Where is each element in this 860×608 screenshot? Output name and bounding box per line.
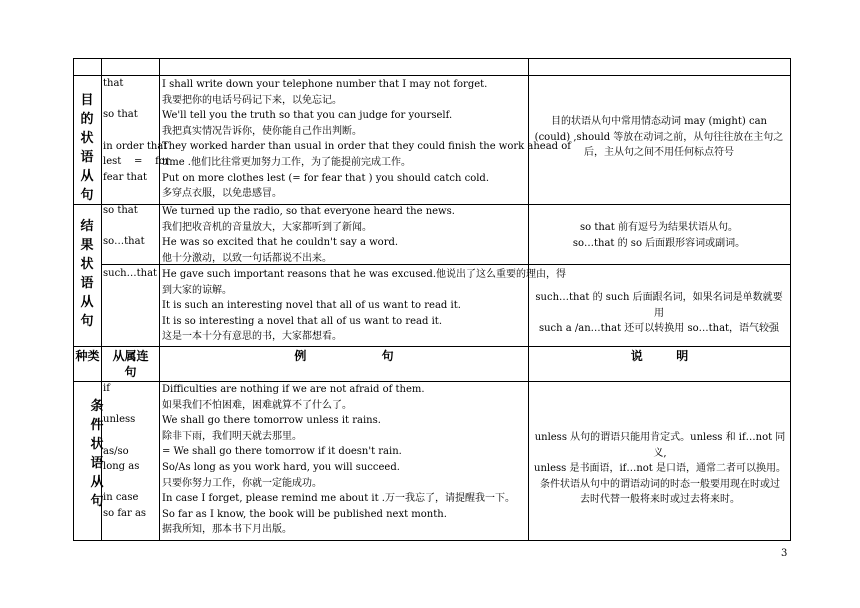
note-line: 条件状语从句中的谓语动词的时态一般要用现在时或过 [540,478,780,490]
conjunction-label: unless [103,414,136,425]
example-line: It is so interesting a novel that all of us want to read it. [162,315,442,327]
note-line: 目的状语从句中常用情态动词 may (might) can [551,116,767,127]
conjunction-label: fear that [103,172,147,183]
header-kind: 种类 [75,349,100,363]
example-line: 到大家的谅解。 [162,284,232,296]
category-char: 结 [80,219,94,234]
conjunction-label: that [103,78,124,89]
note-line: so that 前有逗号为结果状语从句。 [580,222,738,233]
category-char: 从 [80,295,94,310]
examples-condition [162,382,515,538]
conjunction-label: so far as [103,508,147,519]
category-purpose [78,91,96,205]
example-line: 他十分激动，以致一句话都说不出来。 [162,252,332,264]
category-char: 件 [90,418,104,433]
header-conj-line1: 从属连 [112,349,149,363]
conjunction-label: in order that [103,141,168,152]
conjunction-label: if [103,383,110,394]
examples-purpose [162,77,571,202]
example-line: 据我所知，那本书下月出版。 [162,524,292,536]
conjunction-label: so that [103,109,138,120]
category-char: 语 [80,150,94,165]
note-line: 后，主从句之间不用任何标点符号 [584,147,734,159]
example-line: We'll tell you the truth so that you can judge for yourself. [162,110,453,122]
category-char: 句 [80,314,94,329]
category-char: 句 [90,494,104,509]
category-char: 状 [80,257,94,272]
example-line: It is such an interesting novel that all of us want to read it. [162,300,461,312]
conjunction-label: long as [103,461,140,472]
example-line: We shall go there tomorrow unless it rains. [162,415,381,427]
category-char: 状 [90,437,104,452]
example-line: He was so excited that he couldn't say a word. [162,237,399,249]
rule-purpose-top [73,75,790,76]
note-result-b [531,290,787,337]
example-line: 我们把收音机的音量放大，大家都听到了新闻。 [162,221,372,233]
rule-header-top [73,346,790,347]
conjunction-label: in case [103,492,139,503]
rule-col2 [159,58,160,541]
conjunction-label: such…that [103,268,158,279]
examples-result-a [162,204,455,266]
category-char: 句 [80,188,94,203]
category-char: 语 [90,456,104,471]
conjunction-label: so that [103,205,138,216]
conjunction-label: as/so [103,446,129,457]
example-line: 这是一本十分有意思的书，大家都想看。 [162,331,342,343]
conjunction-label: lest = for [103,156,170,167]
note-line: 去时代替一般将来时或过去将来时。 [580,494,740,506]
example-line: Difficulties are nothing if we are not afraid of them. [162,384,425,395]
category-result [78,217,96,331]
note-condition [529,430,791,508]
note-line: (could) ,should 等放在动词之前，从句往往放在主句之 [534,131,784,143]
example-line: 多穿点衣服，以免患感冒。 [162,188,282,200]
example-line: 只要你努力工作，你就一定能成功。 [162,477,322,489]
note-line: unless 从句的谓语只能用肯定式。unless 和 if…not 同义, [534,432,786,459]
note-purpose [531,114,787,161]
examples-result-b [162,267,566,345]
category-char: 状 [80,131,94,146]
example-line: 除非下雨，我们明天就去那里。 [162,430,302,442]
example-line: Put on more clothes lest (= for fear that ) you should catch cold. [162,172,490,184]
note-line: such a /an…that 还可以转换用 so…that，语气较强 [538,323,780,335]
category-char: 果 [80,238,94,253]
page-number: 3 [781,548,788,559]
note-line: unless 是书面语，if…not 是口语，通常二者可以换用。 [534,463,786,475]
category-char: 条 [90,399,104,414]
rule-left [73,58,74,541]
note-line: such…that 的 such 后面跟名词，如果名词是单数就要用 [535,292,783,319]
category-char: 的 [80,112,94,127]
example-line: I shall write down your telephone number that I may not forget. [162,79,488,90]
example-line: In case I forget, please remind me about it .万一我忘了，请提醒我一下。 [162,493,515,505]
header-example: 例 句 [294,349,394,363]
example-line: We turned up the radio, so that everyone heard the news. [162,206,455,217]
example-line: = We shall go there tomorrow if it doesn't rain. [162,446,402,458]
example-line: So/As long as you work hard, you will succeed. [162,461,400,473]
conjunction-label: so…that [103,236,145,247]
note-result-a [531,220,787,251]
example-line: 如果我们不怕困难，困难就算不了什么了。 [162,399,352,411]
example-line: They worked harder than usual in order that they could finish the work ahead of [162,141,571,153]
example-line: 我把真实情况告诉你，使你能自己作出判断。 [162,125,362,137]
example-line: time .他们比往常更加努力工作，为了能提前完成工作。 [162,156,411,168]
example-line: 我要把你的电话号码记下来，以免忘记。 [162,94,342,106]
header-conj-line2: 句 [124,365,137,379]
category-char: 语 [80,276,94,291]
category-char: 从 [80,169,94,184]
category-char: 从 [90,475,104,490]
example-line: He gave such important reasons that he was excused.他说出了这么重要的理由，得 [162,269,566,280]
note-line: so…that 的 so 后面跟形容词或副词。 [572,237,746,249]
rule-top [73,58,790,59]
category-char: 目 [80,93,94,108]
example-line: So far as I know, the book will be published next month. [162,508,447,520]
rule-bottom [73,540,790,541]
header-explain: 说 明 [630,349,689,363]
